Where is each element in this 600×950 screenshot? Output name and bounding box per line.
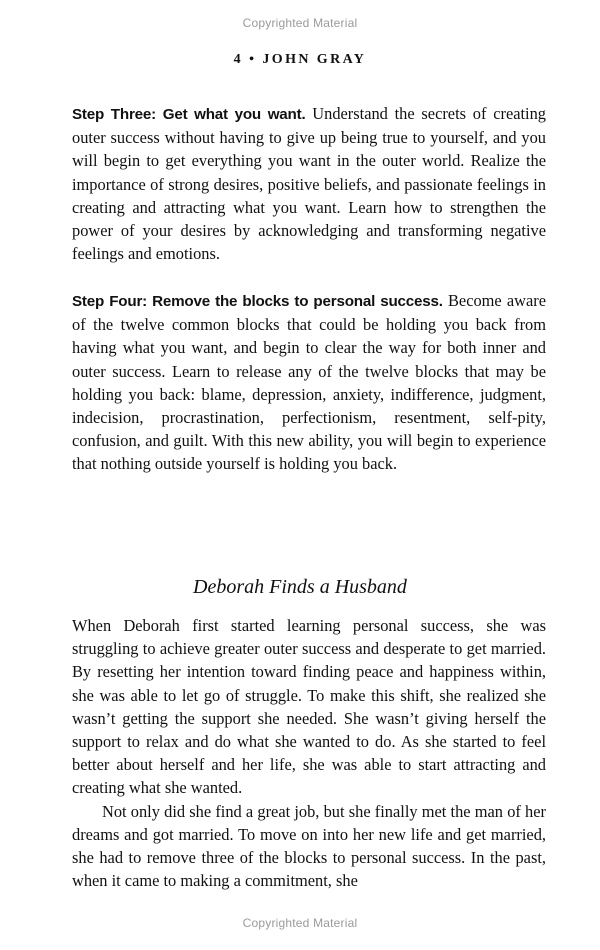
step-four-paragraph (72, 289, 546, 476)
step-three-lead: Step Three: Get what you want. (72, 106, 306, 123)
step-four-lead: Step Four: Remove the blocks to personal success. (72, 293, 443, 310)
header-separator: • (249, 52, 257, 67)
section-heading: Deborah Finds a Husband (193, 576, 407, 598)
copyright-watermark-top: Copyrighted Material (242, 16, 358, 30)
step-three-block (72, 102, 546, 265)
step-three-paragraph (72, 102, 546, 265)
step-three-body: Understand the secrets of creating outer success without having to give up being true to yourself, and you will begin to get everything you want in the outer world. Realize the importance of strong desires, positive beliefs, and passionate feelings in creating and attracting what you want. Learn how to strengthen the power of your desires by acknowledging and transforming negative feelings and emotions. (72, 104, 546, 264)
running-header (0, 52, 600, 68)
copyright-watermark-bottom: Copyrighted Material (242, 916, 358, 930)
section-paragraph-2: Not only did she find a great job, but she finally met the man of her dreams and got married. To move on into her new life and get married, she had to remove three of the blocks to personal success. In the past, when it came to making a commitment, she (72, 801, 546, 891)
author-name: JOHN GRAY (262, 52, 367, 67)
section-paragraph-1: When Deborah first started learning personal success, she was struggling to achieve greater outer success and desperate to get married. By resetting her intention toward finding peace and happiness within, she was able to let go of struggle. To make this shift, she realized she wasn’t getting the support she needed. She wasn’t giving herself the support to relax and do what she wanted to do. As she started to feel better about herself and her life, she was able to start attracting and creating what she wanted. (72, 616, 546, 798)
step-four-block (72, 289, 546, 476)
step-four-body: Become aware of the twelve common blocks that could be holding you back from having what you want, and begin to clear the way for both inner and outer success. Learn to release any of the twelve blocks that may be holding you back: blame, depression, anxiety, indifference, judgment, indecision, procrastination, perfectionism, resentment, self-pity, confusion, and guilt. With this new ability, you will begin to experience that nothing outside yourself is holding you back. (72, 291, 546, 474)
section-body (72, 614, 546, 892)
page-number: 4 (233, 52, 244, 67)
